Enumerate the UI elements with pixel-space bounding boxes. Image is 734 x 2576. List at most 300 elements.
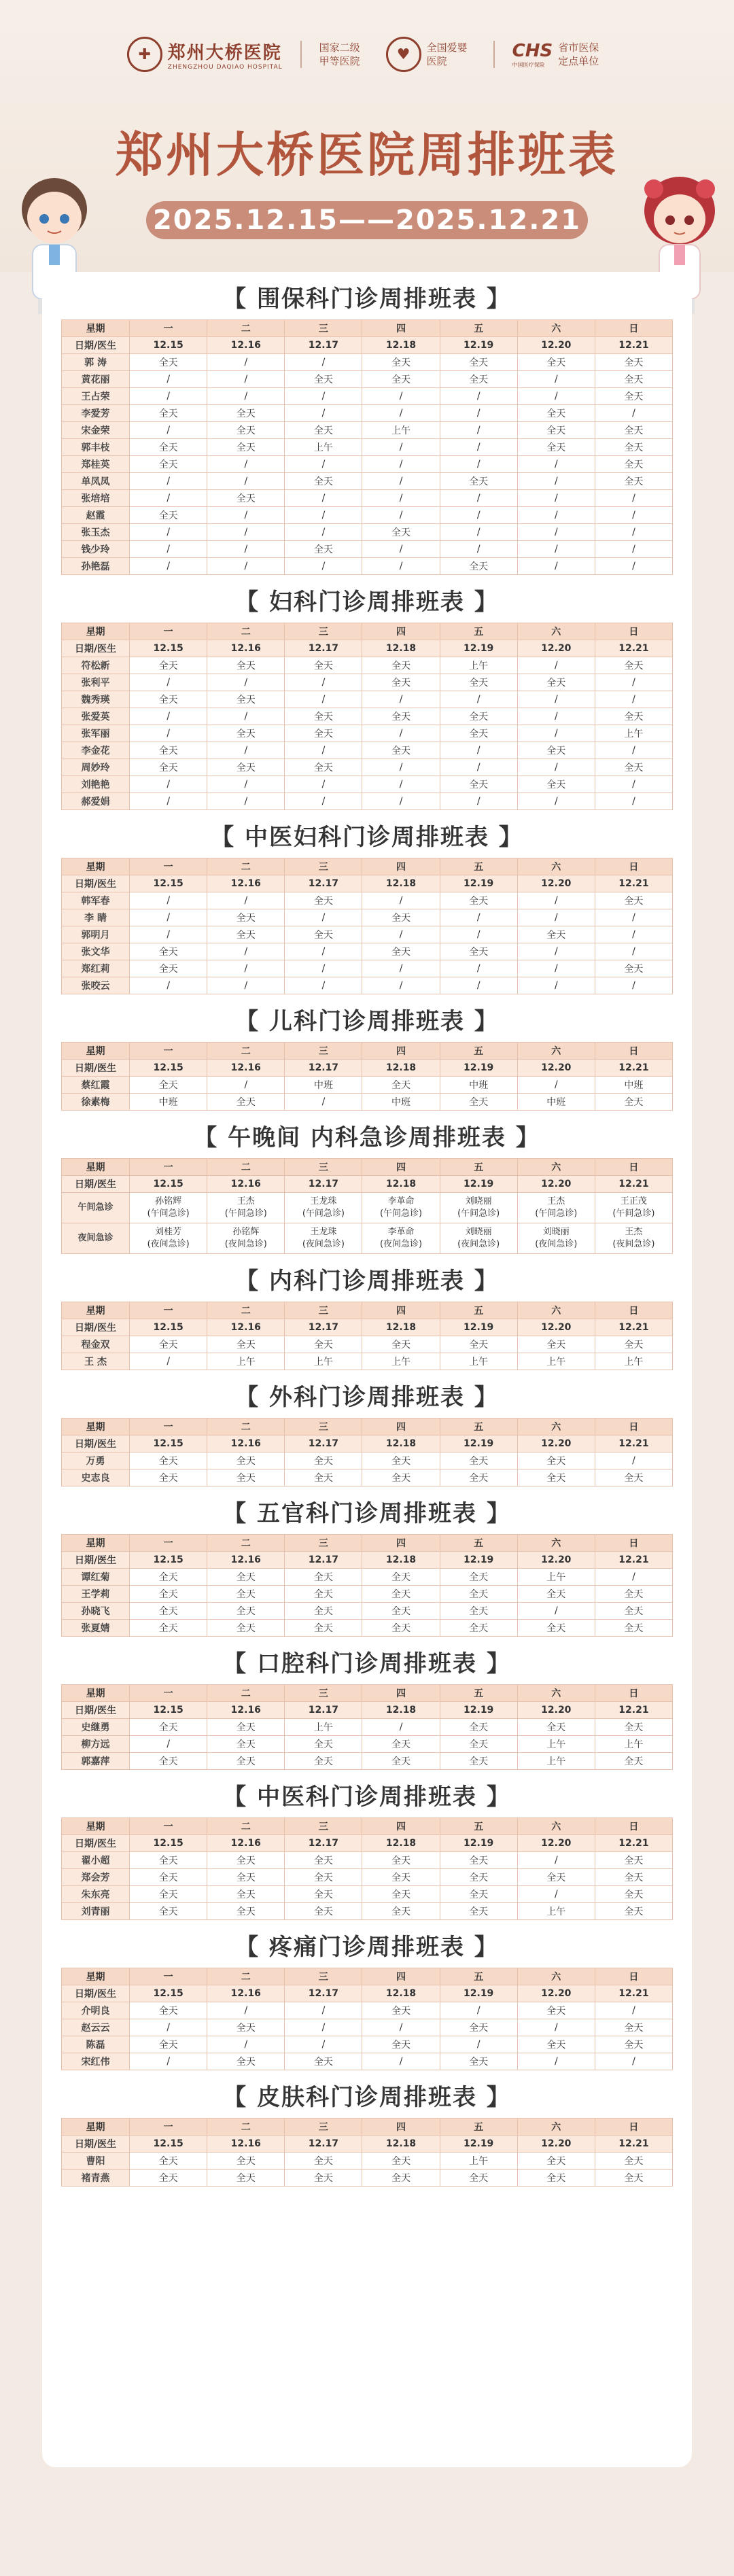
table-row — [62, 1077, 673, 1094]
weekday-header: 日 — [595, 1418, 672, 1435]
date-header: 12.17 — [285, 1702, 362, 1719]
shift-cell: / — [517, 2053, 595, 2070]
weekday-header: 四 — [362, 1043, 440, 1060]
shift-cell: 全天 — [440, 1736, 517, 1753]
shift-cell: 全天 — [517, 1586, 595, 1603]
shift-cell: 全天 — [362, 1469, 440, 1486]
doctor-name: 王学莉 — [62, 1586, 130, 1603]
shift-cell: / — [517, 371, 595, 388]
shift-cell: 全天 — [440, 1753, 517, 1770]
date-header: 日期/医生 — [62, 1985, 130, 2002]
weekday-header: 一 — [130, 858, 207, 875]
date-header: 12.15 — [130, 1985, 207, 2002]
shift-cell: 全天 — [130, 1586, 207, 1603]
doctor-name: 李金花 — [62, 742, 130, 759]
shift-cell: 全天 — [285, 725, 362, 742]
shift-cell: 全天 — [595, 1586, 672, 1603]
shift-cell: 全天 — [207, 439, 285, 456]
date-header-row — [62, 1060, 673, 1077]
weekday-header: 星期 — [62, 1302, 130, 1319]
shift-cell: 上午 — [440, 1353, 517, 1370]
date-header-row — [62, 875, 673, 892]
shift-cell: / — [130, 558, 207, 575]
schedule-table — [61, 1684, 673, 1770]
weekday-header: 星期 — [62, 1968, 130, 1985]
doctor-name: 史继勇 — [62, 1719, 130, 1736]
date-header: 12.20 — [517, 1435, 595, 1452]
table-row — [62, 371, 673, 388]
weekday-header: 二 — [207, 623, 285, 640]
doctor-name: 张夏婧 — [62, 1620, 130, 1637]
table-row — [62, 473, 673, 490]
table-row — [62, 1620, 673, 1637]
shift-cell: 全天 — [440, 1719, 517, 1736]
shift-cell: 全天 — [207, 2053, 285, 2070]
date-header: 12.21 — [595, 1319, 672, 1336]
schedule-section — [42, 585, 692, 810]
shift-cell: 中班 — [595, 1077, 672, 1094]
shift-cell: 全天 — [130, 1469, 207, 1486]
date-header: 12.16 — [207, 640, 285, 657]
shift-cell: 全天 — [285, 1336, 362, 1353]
shift-cell: 全天 — [362, 1753, 440, 1770]
table-row — [62, 674, 673, 691]
shift-cell: / — [517, 691, 595, 708]
doctor-name: 郑红莉 — [62, 960, 130, 977]
doctor-name: 李 睛 — [62, 909, 130, 926]
schedule-section — [42, 1264, 692, 1370]
shift-cell: / — [362, 725, 440, 742]
shift-cell: 全天 — [517, 2002, 595, 2019]
divider — [300, 41, 302, 68]
hospital-name-en: ZHENGZHOU DAQIAO HOSPITAL — [167, 63, 283, 71]
date-header: 12.15 — [130, 1176, 207, 1193]
date-header: 12.15 — [130, 875, 207, 892]
shift-cell: 全天 — [517, 439, 595, 456]
shift-cell: / — [362, 759, 440, 776]
doctor-name: 张咬云 — [62, 977, 130, 994]
shift-cell: 全天 — [285, 1869, 362, 1886]
date-header: 12.16 — [207, 875, 285, 892]
date-header: 12.21 — [595, 1985, 672, 2002]
shift-cell: 全天 — [285, 1452, 362, 1469]
weekday-header-row — [62, 1043, 673, 1060]
date-header: 12.17 — [285, 1835, 362, 1852]
shift-cell: / — [285, 776, 362, 793]
weekday-header: 五 — [440, 858, 517, 875]
section-title: 【 午晚间 内科急诊周排班表 】 — [194, 1124, 540, 1151]
shift-cell: 全天 — [130, 742, 207, 759]
weekday-header: 五 — [440, 1043, 517, 1060]
weekday-header: 日 — [595, 1302, 672, 1319]
shift-cell: / — [517, 977, 595, 994]
shift-cell: 全天 — [207, 1452, 285, 1469]
shift-cell: / — [517, 793, 595, 810]
chs-logo: CHS — [512, 40, 553, 61]
weekday-header: 四 — [362, 2119, 440, 2136]
shift-cell: 全天 — [285, 1886, 362, 1903]
shift-cell: 全天 — [595, 371, 672, 388]
weekday-header: 日 — [595, 858, 672, 875]
badge-baby-friendly: 全国爱婴医院 — [426, 41, 468, 67]
weekday-header: 四 — [362, 1159, 440, 1176]
badge-insurance: 省市医保定点单位 — [558, 41, 599, 67]
date-header: 12.20 — [517, 1552, 595, 1569]
shift-cell: / — [362, 926, 440, 943]
weekday-header: 五 — [440, 320, 517, 337]
shift-cell: 全天 — [595, 1620, 672, 1637]
shift-cell: 全天 — [440, 1586, 517, 1603]
schedule-table — [61, 1042, 673, 1111]
date-header: 12.16 — [207, 1060, 285, 1077]
shift-cell: / — [517, 1852, 595, 1869]
shift-cell: 全天 — [285, 2170, 362, 2187]
shift-cell: 中班 — [130, 1094, 207, 1111]
shift-cell: / — [517, 507, 595, 524]
shift-cell: / — [207, 473, 285, 490]
shift-cell: / — [440, 439, 517, 456]
hospital-logo — [127, 37, 283, 72]
shift-cell: / — [285, 524, 362, 541]
shift-cell: 全天 — [207, 1603, 285, 1620]
date-header: 12.21 — [595, 640, 672, 657]
weekday-header: 五 — [440, 1685, 517, 1702]
shift-cell: / — [517, 759, 595, 776]
shift-cell: 全天 — [285, 2153, 362, 2170]
doctor-name: 史志良 — [62, 1469, 130, 1486]
doctor-name: 刘青丽 — [62, 1903, 130, 1920]
doctor-name: 赵云云 — [62, 2019, 130, 2036]
shift-cell: / — [595, 558, 672, 575]
shift-cell: / — [595, 691, 672, 708]
shift-cell: / — [362, 2019, 440, 2036]
shift-cell: 全天 — [595, 960, 672, 977]
table-row — [62, 2170, 673, 2187]
section-title: 【 五官科门诊周排班表 】 — [223, 1500, 511, 1527]
shift-cell: / — [362, 776, 440, 793]
shift-cell: / — [207, 943, 285, 960]
shift-cell: / — [130, 371, 207, 388]
date-header: 12.15 — [130, 1435, 207, 1452]
shift-cell: 全天 — [440, 1620, 517, 1637]
doctor-name: 黄花丽 — [62, 371, 130, 388]
shift-cell: 全天 — [207, 759, 285, 776]
schedule-table — [61, 1534, 673, 1637]
shift-cell: 全天 — [517, 1620, 595, 1637]
weekday-header: 六 — [517, 1818, 595, 1835]
weekday-header: 三 — [285, 1818, 362, 1835]
weekday-header: 五 — [440, 1535, 517, 1552]
schedule-section — [42, 1646, 692, 1770]
table-row — [62, 725, 673, 742]
date-header: 12.20 — [517, 2136, 595, 2153]
date-header: 12.19 — [440, 1060, 517, 1077]
shift-cell: 全天 — [595, 473, 672, 490]
shift-cell: 全天 — [130, 1569, 207, 1586]
shift-cell: / — [285, 674, 362, 691]
shift-cell: 全天 — [130, 1452, 207, 1469]
doctor-name: 韩军春 — [62, 892, 130, 909]
doctor-name: 宋红伟 — [62, 2053, 130, 2070]
table-row — [62, 541, 673, 558]
shift-cell: / — [285, 1094, 362, 1111]
doctor-name: 李爱芳 — [62, 405, 130, 422]
shift-cell: / — [440, 422, 517, 439]
shift-cell: 全天 — [207, 2153, 285, 2170]
shift-cell: 全天 — [362, 1077, 440, 1094]
shift-cell: 全天 — [595, 1603, 672, 1620]
shift-cell: 王龙珠 (夜间急诊) — [285, 1223, 362, 1254]
divider — [493, 41, 495, 68]
shift-cell: 全天 — [362, 2036, 440, 2053]
date-header: 12.15 — [130, 1835, 207, 1852]
shift-cell: 全天 — [362, 657, 440, 674]
table-row — [62, 657, 673, 674]
shift-cell: 全天 — [207, 422, 285, 439]
date-header: 12.18 — [362, 337, 440, 354]
shift-cell: 刘晓丽 (夜间急诊) — [517, 1223, 595, 1254]
shift-cell: / — [517, 558, 595, 575]
shift-cell: / — [440, 691, 517, 708]
shift-cell: 全天 — [440, 1569, 517, 1586]
date-header: 12.17 — [285, 1435, 362, 1452]
weekday-header: 星期 — [62, 1418, 130, 1435]
date-header: 日期/医生 — [62, 1702, 130, 1719]
shift-cell: 全天 — [595, 1886, 672, 1903]
shift-cell: 全天 — [517, 1719, 595, 1736]
doctor-name: 宋金荣 — [62, 422, 130, 439]
shift-cell: 全天 — [517, 2036, 595, 2053]
shift-cell: 全天 — [285, 473, 362, 490]
table-row — [62, 776, 673, 793]
shift-cell: 全天 — [207, 1094, 285, 1111]
weekday-header: 四 — [362, 1302, 440, 1319]
doctor-name: 孙艳磊 — [62, 558, 130, 575]
shift-cell: / — [362, 388, 440, 405]
weekday-header: 六 — [517, 320, 595, 337]
weekday-header: 日 — [595, 320, 672, 337]
table-row — [62, 1869, 673, 1886]
shift-cell: / — [440, 742, 517, 759]
shift-cell: 全天 — [440, 776, 517, 793]
table-row — [62, 388, 673, 405]
doctor-name: 谭红菊 — [62, 1569, 130, 1586]
doctor-name: 赵霞 — [62, 507, 130, 524]
insurance-badge — [512, 41, 608, 69]
shift-cell: 王杰 (午间急诊) — [207, 1193, 285, 1223]
date-header-row — [62, 1176, 673, 1193]
shift-cell: / — [130, 1736, 207, 1753]
date-header: 12.16 — [207, 1319, 285, 1336]
header — [0, 0, 734, 272]
weekday-header: 星期 — [62, 858, 130, 875]
shift-cell: / — [285, 742, 362, 759]
weekday-header: 四 — [362, 1818, 440, 1835]
weekday-header: 日 — [595, 1535, 672, 1552]
shift-cell: 全天 — [285, 926, 362, 943]
shift-cell: 全天 — [595, 657, 672, 674]
doctor-name: 张军丽 — [62, 725, 130, 742]
section-title: 【 中医妇科门诊周排班表 】 — [211, 824, 523, 851]
weekday-header-row — [62, 1968, 673, 1985]
shift-cell: 全天 — [207, 1753, 285, 1770]
shift-cell: / — [440, 977, 517, 994]
weekday-header: 一 — [130, 320, 207, 337]
shift-cell: 全天 — [130, 2153, 207, 2170]
shift-cell: 全天 — [130, 507, 207, 524]
shift-cell: / — [595, 674, 672, 691]
shift-cell: 全天 — [440, 1469, 517, 1486]
weekday-header-row — [62, 1418, 673, 1435]
shift-cell: 全天 — [130, 2170, 207, 2187]
doctor-name: 郑桂英 — [62, 456, 130, 473]
date-header: 12.19 — [440, 1319, 517, 1336]
schedule-section — [42, 1380, 692, 1486]
shift-cell: / — [517, 524, 595, 541]
schedule-table — [61, 319, 673, 575]
date-header: 12.16 — [207, 1176, 285, 1193]
shift-cell: / — [285, 960, 362, 977]
shift-cell: 全天 — [362, 708, 440, 725]
weekday-header: 六 — [517, 623, 595, 640]
shift-cell: 上午 — [517, 1736, 595, 1753]
shift-cell: 全天 — [595, 1336, 672, 1353]
weekday-header: 三 — [285, 1685, 362, 1702]
shift-cell: 全天 — [130, 1077, 207, 1094]
shift-cell: / — [362, 456, 440, 473]
shift-cell: / — [207, 2002, 285, 2019]
shift-cell: 全天 — [285, 1569, 362, 1586]
date-header: 12.20 — [517, 875, 595, 892]
weekday-header: 六 — [517, 2119, 595, 2136]
shift-cell: 全天 — [362, 1620, 440, 1637]
shift-cell: / — [440, 2036, 517, 2053]
shift-cell: 全天 — [362, 1569, 440, 1586]
weekday-header-row — [62, 858, 673, 875]
schedule-table — [61, 1817, 673, 1920]
shift-cell: 全天 — [517, 674, 595, 691]
date-header: 12.20 — [517, 1319, 595, 1336]
shift-cell: / — [130, 708, 207, 725]
shift-cell: / — [130, 473, 207, 490]
shift-cell: / — [207, 1077, 285, 1094]
shift-cell: 上午 — [285, 1719, 362, 1736]
shift-cell: / — [362, 691, 440, 708]
shift-cell: / — [207, 776, 285, 793]
shift-cell: / — [362, 892, 440, 909]
date-header: 日期/医生 — [62, 875, 130, 892]
date-header-row — [62, 1985, 673, 2002]
weekday-header: 星期 — [62, 1685, 130, 1702]
schedule-table — [61, 858, 673, 994]
weekday-header: 四 — [362, 623, 440, 640]
shift-cell: 全天 — [207, 1620, 285, 1637]
weekday-header: 一 — [130, 1159, 207, 1176]
shift-cell: / — [130, 977, 207, 994]
shift-cell: / — [207, 2036, 285, 2053]
weekday-header: 星期 — [62, 2119, 130, 2136]
shift-cell: 全天 — [440, 1886, 517, 1903]
shift-cell: 全天 — [595, 422, 672, 439]
table-row — [62, 2019, 673, 2036]
section-title: 【 妇科门诊周排班表 】 — [235, 589, 499, 616]
doctor-name: 刘艳艳 — [62, 776, 130, 793]
shift-cell: 全天 — [595, 1469, 672, 1486]
shift-cell: / — [362, 405, 440, 422]
date-header: 日期/医生 — [62, 1319, 130, 1336]
schedule-table — [61, 1302, 673, 1370]
shift-cell: / — [285, 691, 362, 708]
shift-cell: / — [130, 674, 207, 691]
date-header: 12.20 — [517, 337, 595, 354]
shift-cell: 全天 — [517, 405, 595, 422]
shift-cell: / — [362, 960, 440, 977]
section-title: 【 皮肤科门诊周排班表 】 — [223, 2084, 511, 2111]
shift-cell: 李革命 (午间急诊) — [362, 1193, 440, 1223]
doctor-name: 孙晓飞 — [62, 1603, 130, 1620]
shift-cell: 全天 — [440, 1603, 517, 1620]
date-header: 12.19 — [440, 1176, 517, 1193]
shift-cell: / — [362, 490, 440, 507]
shift-cell: / — [207, 793, 285, 810]
weekday-header: 五 — [440, 1302, 517, 1319]
shift-cell: 刘晓丽 (夜间急诊) — [440, 1223, 517, 1254]
schedule-section — [42, 1779, 692, 1920]
shift-cell: / — [595, 541, 672, 558]
shift-cell: 全天 — [362, 1586, 440, 1603]
doctor-name: 陈磊 — [62, 2036, 130, 2053]
weekday-header: 日 — [595, 1159, 672, 1176]
table-row — [62, 1452, 673, 1469]
shift-cell: 全天 — [440, 1869, 517, 1886]
shift-cell: 上午 — [595, 725, 672, 742]
weekday-header: 一 — [130, 1818, 207, 1835]
shift-cell: / — [285, 2002, 362, 2019]
weekday-header: 六 — [517, 1043, 595, 1060]
weekday-header-row — [62, 1685, 673, 1702]
shift-cell: / — [595, 977, 672, 994]
shift-cell: 上午 — [285, 439, 362, 456]
weekday-header: 四 — [362, 320, 440, 337]
shift-cell: 全天 — [362, 943, 440, 960]
date-header: 12.18 — [362, 1060, 440, 1077]
date-header: 12.20 — [517, 1835, 595, 1852]
shift-cell: 全天 — [285, 371, 362, 388]
weekday-header-row — [62, 1818, 673, 1835]
shift-cell: 全天 — [207, 909, 285, 926]
shift-cell: 全天 — [517, 1469, 595, 1486]
section-title: 【 内科门诊周排班表 】 — [235, 1268, 499, 1295]
weekday-header: 六 — [517, 858, 595, 875]
shift-cell: 全天 — [207, 1886, 285, 1903]
shift-cell: / — [440, 926, 517, 943]
shift-cell: 全天 — [440, 725, 517, 742]
weekday-header: 二 — [207, 858, 285, 875]
shift-cell: 全天 — [207, 1719, 285, 1736]
weekday-header: 一 — [130, 1968, 207, 1985]
weekday-header: 二 — [207, 1685, 285, 1702]
baby-friendly-icon: ♥ — [386, 37, 421, 72]
table-row — [62, 1094, 673, 1111]
date-range-badge: 2025.12.15——2025.12.21 — [146, 201, 588, 239]
shift-cell: / — [440, 524, 517, 541]
doctor-name: 朱东亮 — [62, 1886, 130, 1903]
date-header: 12.19 — [440, 875, 517, 892]
shift-cell: / — [595, 909, 672, 926]
doctor-name: 郭明月 — [62, 926, 130, 943]
doctor-name: 张利平 — [62, 674, 130, 691]
shift-cell: / — [285, 507, 362, 524]
